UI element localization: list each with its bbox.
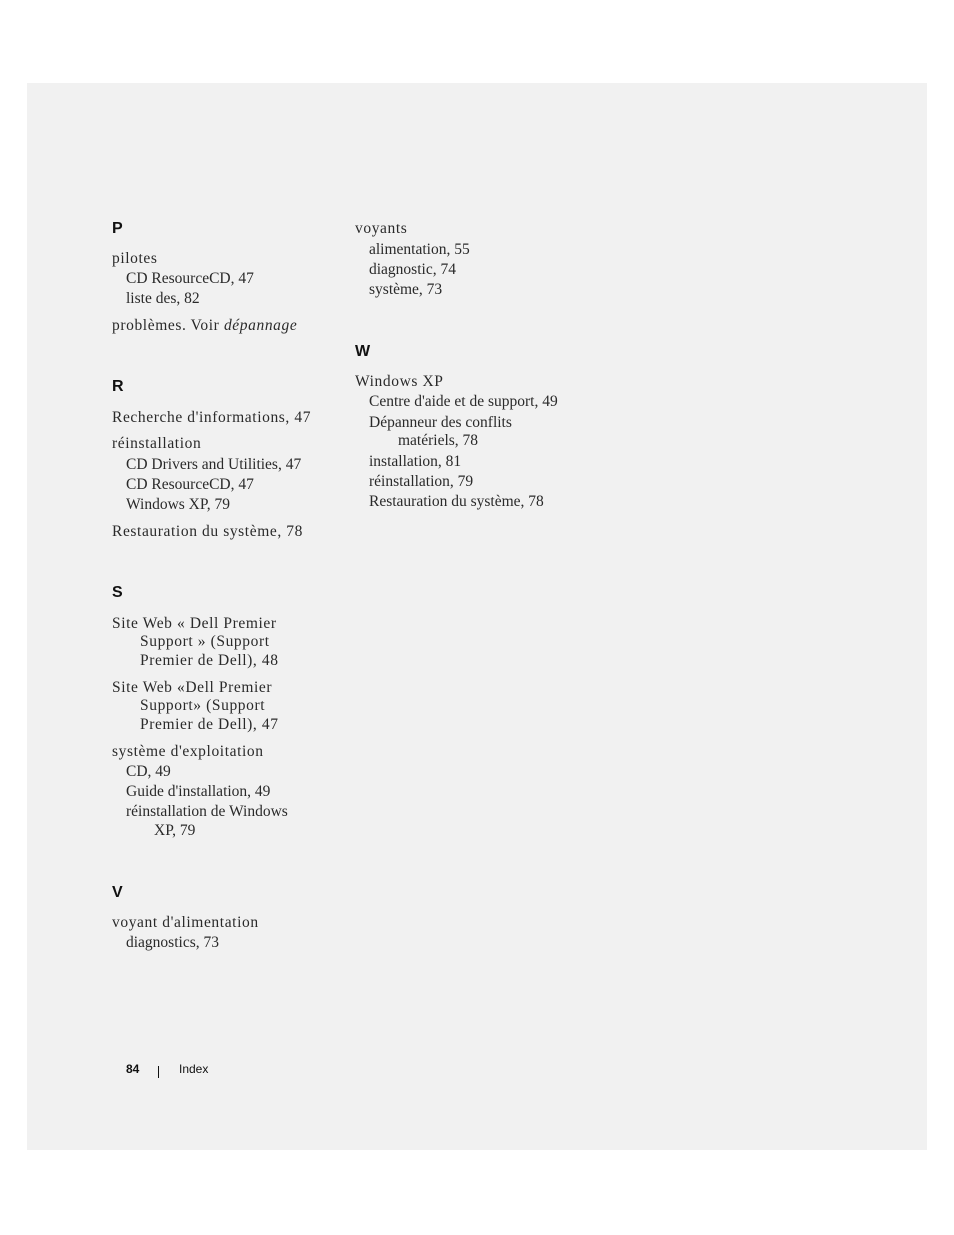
index-subentry: CD ResourceCD, 47: [126, 476, 254, 493]
index-subentry: diagnostics, 73: [126, 934, 219, 951]
section-letter-p: P: [112, 220, 123, 237]
index-entry-continuation: Premier de Dell), 47: [140, 716, 279, 733]
index-subentry: CD Drivers and Utilities, 47: [126, 456, 302, 473]
index-subentry: réinstallation, 79: [369, 473, 474, 490]
footer-section-title: Index: [179, 1062, 209, 1076]
index-entry-restauration: Restauration du système, 78: [112, 523, 303, 540]
index-subentry: liste des, 82: [126, 290, 200, 307]
page-number: 84: [126, 1062, 140, 1076]
index-entry-text: problèmes. Voir: [112, 317, 224, 334]
index-entry-continuation: Premier de Dell), 48: [140, 652, 279, 669]
index-entry-continuation: Support » (Support: [140, 633, 270, 650]
index-entry-continuation: Support» (Support: [140, 697, 266, 714]
index-subentry: Centre d'aide et de support, 49: [369, 393, 558, 410]
index-entry-voyant: voyant d'alimentation: [112, 914, 259, 931]
cross-reference: dépannage: [223, 317, 298, 334]
index-subentry: installation, 81: [369, 453, 462, 470]
index-entry-reinstallation: réinstallation: [112, 435, 202, 452]
index-subentry: alimentation, 55: [369, 241, 470, 258]
index-entry-site-web: Site Web «Dell Premier: [112, 679, 273, 696]
index-entry-windows-xp: Windows XP: [355, 373, 444, 390]
index-subentry: Guide d'installation, 49: [126, 783, 271, 800]
footer-divider: [158, 1066, 159, 1078]
index-subentry-continuation: XP, 79: [154, 822, 196, 839]
index-entry-voyants: voyants: [355, 220, 408, 237]
index-entry-pilotes: pilotes: [112, 250, 158, 267]
index-subentry: diagnostic, 74: [369, 261, 456, 278]
section-letter-v: V: [112, 884, 123, 901]
index-subentry: Restauration du système, 78: [369, 493, 544, 510]
index-entry-recherche: Recherche d'informations, 47: [112, 409, 312, 426]
index-subentry: réinstallation de Windows: [126, 803, 288, 820]
index-entry-site-web: Site Web « Dell Premier: [112, 615, 277, 632]
index-subentry-continuation: matériels, 78: [398, 432, 479, 449]
section-letter-w: W: [355, 343, 371, 360]
index-entry-problemes: [112, 317, 297, 335]
index-entry-systeme: système d'exploitation: [112, 743, 264, 760]
section-letter-s: S: [112, 584, 123, 601]
index-subentry: Windows XP, 79: [126, 496, 231, 513]
index-subentry: CD, 49: [126, 763, 171, 780]
section-letter-r: R: [112, 378, 124, 395]
index-subentry: CD ResourceCD, 47: [126, 270, 254, 287]
index-subentry: Dépanneur des conflits: [369, 414, 512, 431]
index-subentry: système, 73: [369, 281, 443, 298]
